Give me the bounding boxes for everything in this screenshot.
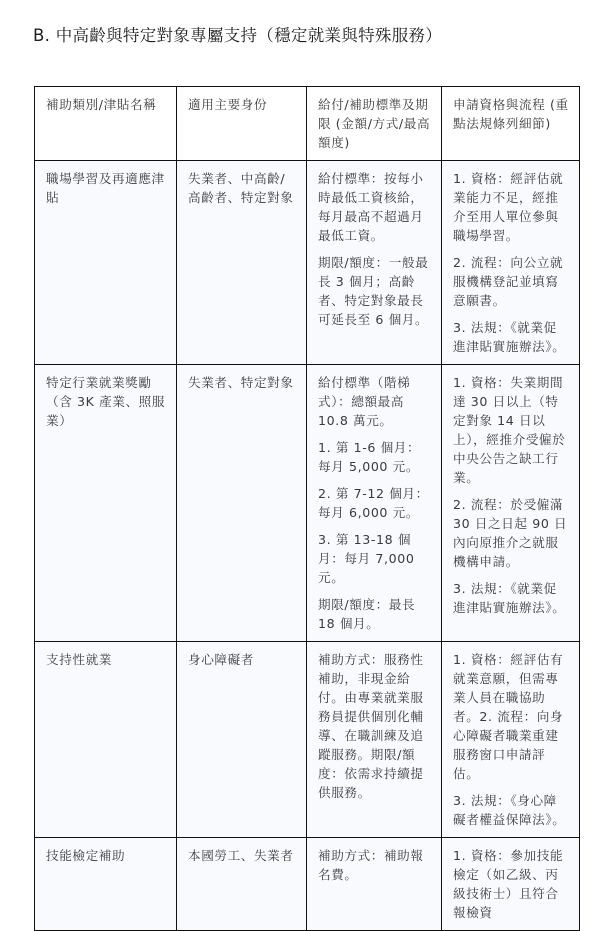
cell-process [442,642,580,838]
subsidy-table [34,86,580,931]
header-benefit: 給付/補助標準及期限 (金額/方式/最高額度) [307,87,442,161]
table-header-row [35,87,580,161]
process-line: 2. 流程：於受僱滿 30 日之日起 90 日內向原推介之就服機構申請。 [453,497,568,569]
table-row [35,365,580,642]
process-line: 1. 資格：參加技能檢定（如乙級、丙級技術士）且符合報檢資 [453,848,564,920]
benefit-line: 3. 第 13-18 個月：每月 7,000 元。 [318,532,415,585]
process-line: 1. 資格：經評估有就業意願，但需專業人員在職協助者。2. 流程：向身心障礙者職業重建服務窗口申請評估。 [453,652,564,781]
cell-benefit [307,161,442,365]
benefit-line: 期限/額度：一般最長 3 個月；高齡者、特定對象最長可延長至 6 個月。 [318,255,429,327]
header-category: 補助類別/津貼名稱 [35,87,177,161]
cell-process [442,838,580,931]
cell-name: 技能檢定補助 [35,838,177,931]
cell-process [442,365,580,642]
cell-benefit [307,642,442,838]
benefit-line: 補助方式：服務性補助，非現金給付。由專業就業服務員提供個別化輔導、在職訓練及追蹤服務。期限/額度：依需求持續提供服務。 [318,652,424,800]
process-line: 3. 法規：《就業促進津貼實施辦法》。 [453,320,566,354]
benefit-line: 1. 第 1-6 個月：每月 5,000 元。 [318,440,421,474]
table-row [35,161,580,365]
cell-process [442,161,580,365]
benefit-line: 期限/額度：最長 18 個月。 [318,597,416,631]
cell-benefit [307,365,442,642]
process-line: 3. 法規：《身心障礙者權益保障法》。 [453,793,566,827]
benefit-line: 2. 第 7-12 個月：每月 6,000 元。 [318,486,429,520]
cell-benefit [307,838,442,931]
process-line: 2. 流程：向公立就服機構登記並填寫意願書。 [453,255,564,308]
benefit-line: 給付標準：按每小時最低工資核給，每月最高不超過月最低工資。 [318,171,424,243]
header-identity: 適用主要身份 [177,87,307,161]
cell-name: 職場學習及再適應津貼 [35,161,177,365]
cell-identity: 失業者、特定對象 [177,365,307,642]
process-line: 1. 資格：失業期間達 30 日以上（特定對象 14 日以上），經推介受僱於中央公告之缺工行業。 [453,375,566,485]
cell-name: 支持性就業 [35,642,177,838]
cell-identity: 本國勞工、失業者 [177,838,307,931]
cell-identity: 失業者、中高齡/高齡者、特定對象 [177,161,307,365]
section-heading: B. 中高齡與特定對象專屬支持（穩定就業與特殊服務） [33,26,443,45]
process-line: 1. 資格：經評估就業能力不足，經推介至用人單位參與職場學習。 [453,171,564,243]
cell-identity: 身心障礙者 [177,642,307,838]
process-line: 3. 法規：《就業促進津貼實施辦法》。 [453,581,566,615]
benefit-line: 補助方式：補助報名費。 [318,848,424,882]
table-row [35,642,580,838]
benefit-line: 給付標準（階梯式）：總額最高 10.8 萬元。 [318,375,411,428]
cell-name: 特定行業就業獎勵（含 3K 產業、照服業） [35,365,177,642]
header-process: 申請資格與流程 (重點法規條列細節) [442,87,580,161]
table-row [35,838,580,931]
